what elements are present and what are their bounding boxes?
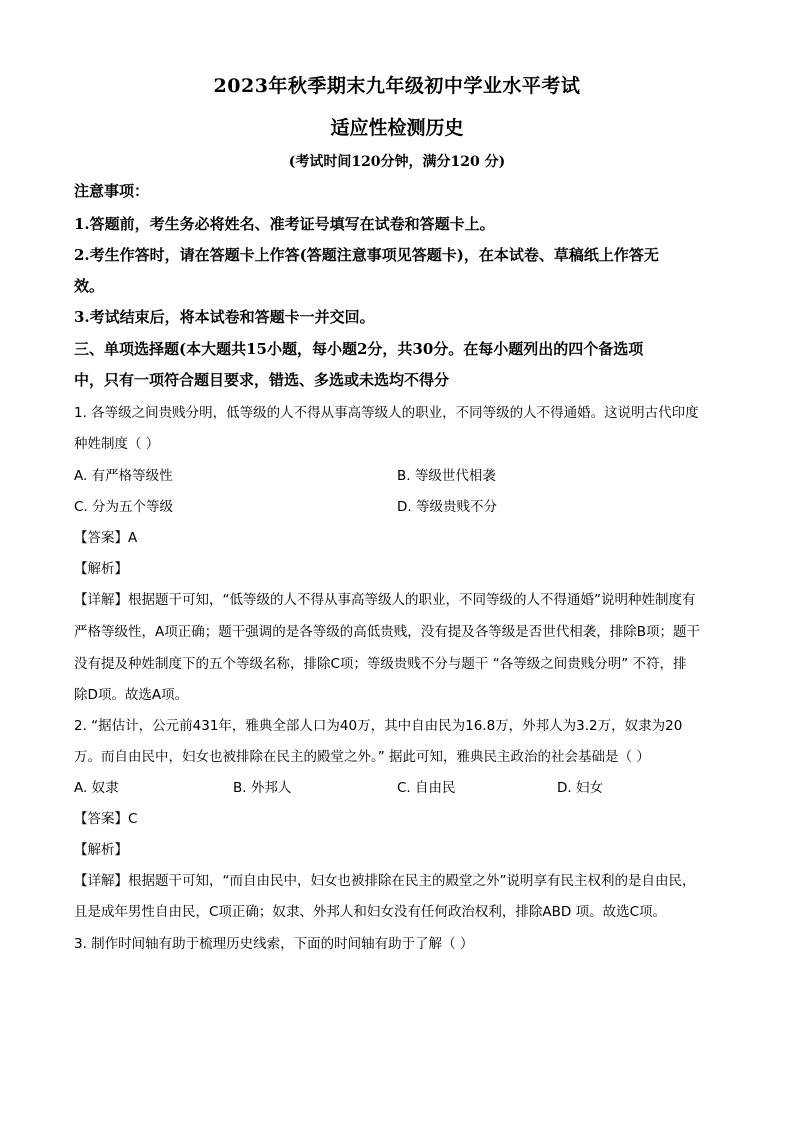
q1-detail-4: 除D项。故选A项。 — [74, 687, 189, 703]
q2-stem: 2. “据估计，公元前431年，雅典全部人口为40万，其中自由民为16.8万，外邦人为3.2万，奴隶为20 — [74, 718, 683, 734]
q1-option-b: B. 等级世代相袭 — [397, 468, 496, 484]
exam-time-score: (考试时间120分钟，满分120 分) — [288, 154, 506, 170]
note-item-1: 1.答题前，考生务必将姓名、准考证号填写在试卷和答题卡上。 — [74, 215, 495, 233]
note-item-2: 2.考生作答时，请在答题卡上作答(答题注意事项见答题卡)，在本试卷、草稿纸上作答无 — [74, 246, 659, 264]
section-heading: 三、单项选择题(本大题共15小题，每小题2分，共30分。在每小题列出的四个备选项 — [74, 340, 644, 358]
q1-option-d: D. 等级贵贱不分 — [397, 499, 497, 515]
q1-stem: 1. 各等级之间贵贱分明，低等级的人不得从事高等级人的职业，不同等级的人不得通婚。这说明古代印度 — [74, 405, 699, 421]
q2-option-d: D. 妇女 — [557, 780, 603, 796]
section-heading-cont: 中，只有一项符合题目要求，错选、多选或未选均不得分 — [74, 371, 450, 389]
q2-answer: 【答案】C — [74, 811, 138, 827]
q1-option-c: C. 分为五个等级 — [74, 499, 174, 515]
q2-detail: 【详解】根据题干可知，“而自由民中，妇女也被排除在民主的殿堂之外”说明享有民主权利的是自由民， — [74, 873, 696, 889]
q1-detail-2: 严格等级性，A项正确；题干强调的是各等级的高低贵贱，没有提及各等级是否世代相袭，排除B项；题干 — [74, 624, 700, 640]
q1-detail-3: 没有提及种姓制度下的五个等级名称，排除C项；等级贵贱不分与题干 “各等级之间贵贱分明” 不符，排 — [74, 656, 687, 672]
q1-stem-cont: 种姓制度（ ） — [74, 436, 160, 452]
note-item-3: 3.考试结束后，将本试卷和答题卡一并交回。 — [74, 308, 375, 326]
q2-analysis-label: 【解析】 — [74, 842, 128, 858]
q1-analysis-label: 【解析】 — [74, 561, 128, 577]
exam-title: 2023年秋季期末九年级初中学业水平考试 — [213, 75, 581, 97]
q3-stem: 3. 制作时间轴有助于梳理历史线索，下面的时间轴有助于了解（ ） — [74, 936, 474, 952]
q1-option-a: A. 有严格等级性 — [74, 468, 173, 484]
exam-subject-title: 适应性检测历史 — [330, 117, 464, 139]
note-item-2-cont: 效。 — [74, 277, 105, 295]
q1-detail: 【详解】根据题干可知，“低等级的人不得从事高等级人的职业，不同等级的人不得通婚”说明种姓制度有 — [74, 592, 696, 608]
notes-heading: 注意事项： — [74, 182, 150, 200]
q2-option-b: B. 外邦人 — [233, 780, 292, 796]
q2-option-a: A. 奴隶 — [74, 780, 119, 796]
q1-answer: 【答案】A — [74, 530, 138, 546]
q2-option-c: C. 自由民 — [397, 780, 456, 796]
q2-stem-cont: 万。而自由民中，妇女也被排除在民主的殿堂之外。” 据此可知，雅典民主政治的社会基础是（ ） — [74, 749, 650, 765]
q2-detail-2: 且是成年男性自由民，C项正确；奴隶、外邦人和妇女没有任何政治权利，排除ABD 项。故选C项。 — [74, 904, 667, 920]
